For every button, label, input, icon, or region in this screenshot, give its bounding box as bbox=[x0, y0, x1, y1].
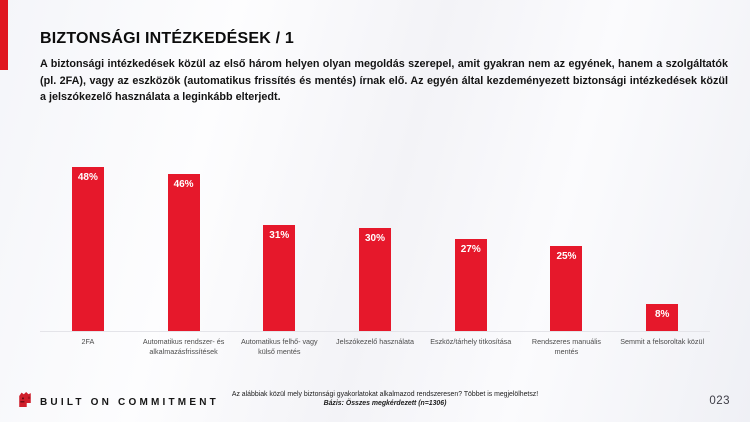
bar-column bbox=[40, 167, 136, 331]
bar-value-label: 8% bbox=[654, 309, 670, 320]
bar bbox=[646, 304, 678, 331]
bar-value-label: 48% bbox=[77, 172, 98, 183]
survey-base: Bázis: Összes megkérdezett (n=1306) bbox=[323, 400, 447, 408]
category-label: Jelszókezelő használata bbox=[336, 337, 414, 346]
category-label: Automatikus rendszer- és alkalmazásfrissítések bbox=[142, 337, 225, 357]
bar-column bbox=[614, 304, 710, 331]
survey-caption bbox=[215, 390, 555, 407]
chart-category-axis bbox=[40, 332, 710, 358]
bar bbox=[455, 239, 487, 331]
bar bbox=[168, 174, 200, 331]
bar-column bbox=[519, 246, 615, 331]
bar-value-label: 25% bbox=[556, 251, 577, 262]
brand-lockup bbox=[18, 392, 219, 412]
bar bbox=[550, 246, 582, 331]
bar-value-label: 27% bbox=[460, 244, 481, 255]
red-accent-bar bbox=[0, 0, 8, 70]
chart-bars-area bbox=[40, 152, 710, 332]
slide-header bbox=[40, 30, 728, 106]
bar bbox=[263, 225, 295, 331]
bar-value-label: 46% bbox=[173, 179, 194, 190]
bar bbox=[72, 167, 104, 331]
bar-column bbox=[423, 239, 519, 331]
category-label: Semmit a felsoroltak közül bbox=[620, 337, 705, 346]
page-number: 023 bbox=[709, 395, 730, 407]
slide-body-text: A biztonsági intézkedések közül az első három helyen olyan megoldás szerepel, amit gyakran nem az egyének, hanem a szolgáltatók (pl. 2FA), vagy az eszközök (automatikus frissítés és mentés) írnak elő. Az egyén által kezdeményezett biztonsági intézkedések közül a jelszókezelő használata a leginkább elterjedt. bbox=[40, 58, 728, 104]
bar-column bbox=[231, 225, 327, 331]
category-label: 2FA bbox=[81, 337, 95, 346]
bar-chart bbox=[40, 152, 710, 358]
bar-column bbox=[327, 228, 423, 331]
bar bbox=[359, 228, 391, 331]
survey-question: Az alábbiak közül mely biztonsági gyakorlatokat alkalmazod rendszeresen? Többet is megjelölhetsz! bbox=[231, 391, 539, 398]
bar-column bbox=[136, 174, 232, 331]
category-label: Rendszeres manuális mentés bbox=[531, 337, 602, 357]
page-title: BIZTONSÁGI INTÉZKEDÉSEK / 1 bbox=[40, 30, 295, 47]
bar-value-label: 30% bbox=[365, 233, 386, 244]
brand-text: BUILT ON COMMITMENT bbox=[40, 396, 219, 408]
category-label: Automatikus felhő- vagy külső mentés bbox=[240, 337, 318, 357]
bar-value-label: 31% bbox=[269, 230, 290, 241]
category-label: Eszköz/tárhely titkosítása bbox=[430, 337, 512, 346]
kingston-rex-icon bbox=[18, 392, 32, 412]
